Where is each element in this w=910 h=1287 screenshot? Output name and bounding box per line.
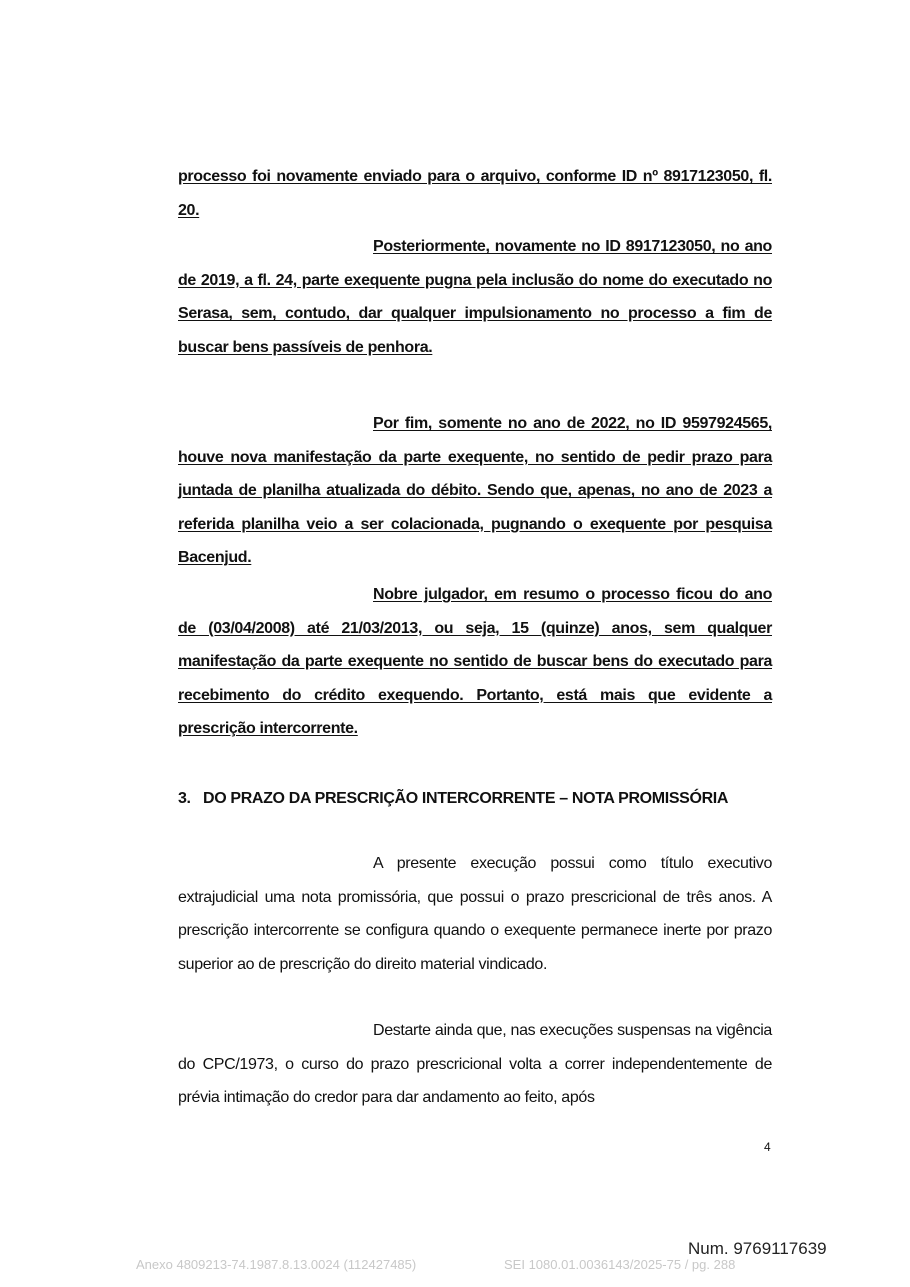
paragraph-2022 (178, 407, 772, 575)
paragraph-summary-text: Nobre julgador, em resumo o processo ficou do ano de (03/04/2008) até 21/03/2013, ou seja, 15 (quinze) anos, sem qualquer manifestação da parte exequente no sentido de buscar bens do executado para recebimento do crédito exequendo. Portanto, está mais que evidente a prescrição intercorrente. (178, 586, 772, 738)
paragraph-serasa (178, 230, 772, 364)
section-title: DO PRAZO DA PRESCRIÇÃO INTERCORRENTE – NOTA PROMISSÓRIA (203, 790, 729, 807)
document-number: Num. 9769117639 (688, 1239, 827, 1258)
footer-sei: SEI 1080.01.0036143/2025-75 / pg. 288 (504, 1257, 736, 1272)
body-paragraph-nota-text: A presente execução possui como título executivo extrajudicial uma nota promissória, que possui o prazo prescricional de três anos. A prescrição intercorrente se configura quando o exequente permanece inerte por prazo superior ao de prescrição do direito material vindicado. (178, 855, 772, 973)
paragraph-summary (178, 578, 772, 746)
paragraph-serasa-text: Posteriormente, novamente no ID 8917123050, no ano de 2019, a fl. 24, parte exequente pugna pela inclusão do nome do executado no Serasa, sem, contudo, dar qualquer impulsionamento no processo a fim de buscar bens passíveis de penhora. (178, 238, 772, 356)
section-heading (178, 786, 728, 812)
footer-annex: Anexo 4809213-74.1987.8.13.0024 (112427485) (136, 1257, 417, 1272)
body-paragraph-destarte-text: Destarte ainda que, nas execuções suspensas na vigência do CPC/1973, o curso do prazo prescricional volta a correr independentemente de prévia intimação do credor para dar andamento ao feito, após (178, 1022, 772, 1107)
paragraph-archive-text: processo foi novamente enviado para o arquivo, conforme ID nº 8917123050, fl. 20. (178, 168, 772, 219)
page-number: 4 (764, 1140, 771, 1154)
paragraph-2022-text: Por fim, somente no ano de 2022, no ID 9597924565, houve nova manifestação da parte exequente, no sentido de pedir prazo para juntada de planilha atualizada do débito. Sendo que, apenas, no ano de 2023 a referida planilha veio a ser colacionada, pugnando o exequente por pesquisa Bacenjud. (178, 415, 772, 567)
body-paragraph-destarte (178, 1014, 772, 1115)
body-paragraph-nota (178, 847, 772, 981)
section-number: 3. (178, 790, 191, 807)
paragraph-archive (178, 160, 772, 227)
